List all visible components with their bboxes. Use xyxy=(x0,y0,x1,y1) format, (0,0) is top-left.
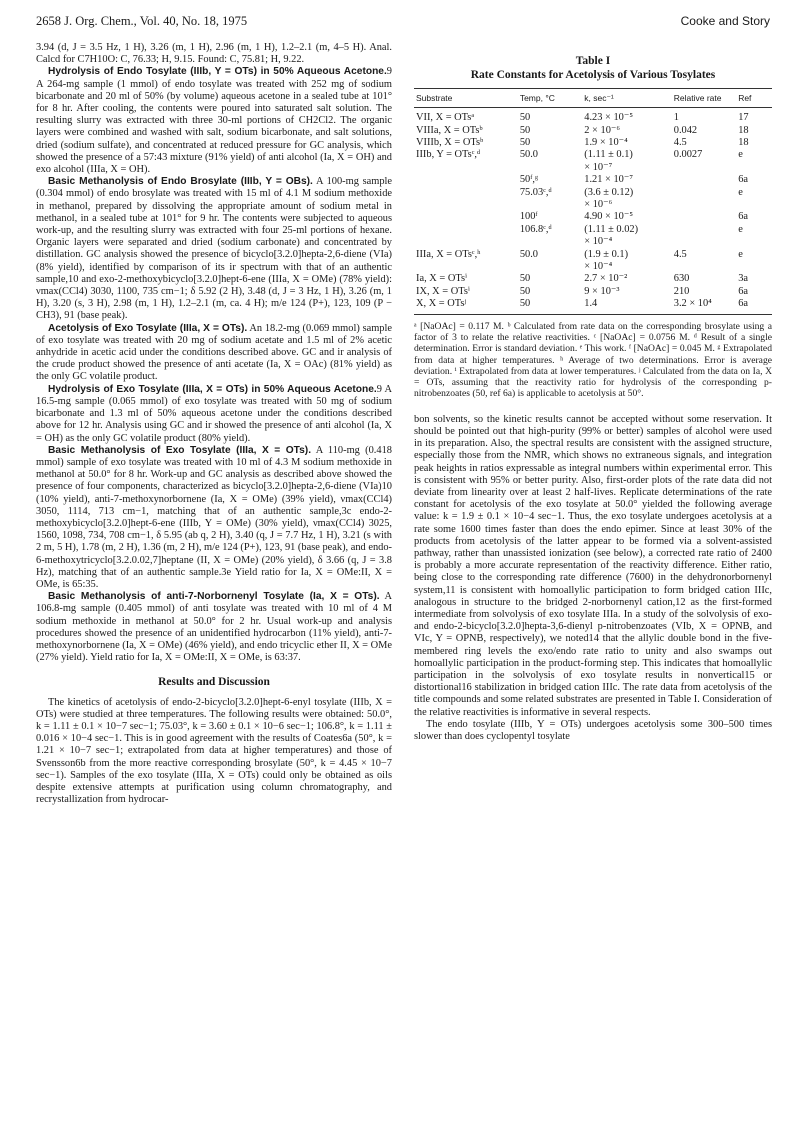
table-cell: 4.5 xyxy=(673,248,687,260)
table-cell: 9 × 10⁻³ xyxy=(584,285,620,297)
paragraph xyxy=(36,323,392,384)
table-cell: IIIb, Y = OTsᶜ,ᵈ xyxy=(416,149,481,161)
table-cell: 6a xyxy=(738,174,748,186)
table-cell: 50 xyxy=(519,285,531,297)
table-row xyxy=(414,273,772,285)
section-heading: Results and Discussion xyxy=(158,676,270,689)
table-row xyxy=(414,108,772,125)
table-cell: e xyxy=(738,248,743,260)
table-cell: 17 xyxy=(738,112,749,124)
table-row xyxy=(414,261,772,273)
table-cell xyxy=(736,199,772,211)
table-row xyxy=(414,137,772,149)
table-row xyxy=(414,211,772,223)
table-cell: VIIIa, X = OTsᵇ xyxy=(416,124,483,136)
table-cell: 50 xyxy=(519,137,531,149)
table-cell: 2.7 × 10⁻² xyxy=(584,273,628,285)
table-cell xyxy=(736,236,772,248)
table-cell: 1.4 xyxy=(582,298,672,314)
table-cell xyxy=(414,162,518,174)
table-cell: 100ᶠ xyxy=(519,211,538,223)
paragraph xyxy=(36,176,392,322)
table-cell: × 10⁻⁴ xyxy=(584,261,613,273)
table-cell: 4.5 xyxy=(673,137,687,149)
paragraph: 3.94 (d, J = 3.5 Hz, 1 H), 3.26 (m, 1 H), 2.96 (m, 1 H), 1.2–2.1 (m, 4–5 H). Anal. Calcd for C7H10O: C, 76.33; H, 9.15. Found: C, 75.81; H, 9.22. xyxy=(36,42,392,66)
table-cell: 1.21 × 10⁻⁷ xyxy=(584,174,633,186)
paragraph-text: 9 A 16.5-mg sample (0.065 mmol) of exo tosylate was treated with 50 mg of sodium bicarbonate and 1.3 ml of 50% aqueous acetone under the conditions described above for 12 hr. Analysis using GC and ir showed the presence of anti alcohol (Ia, X = OH) as the only GC volatile product (80% yield). xyxy=(36,383,392,444)
table-cell xyxy=(414,236,518,248)
table-cell: e xyxy=(738,149,743,161)
table-cell: 6a xyxy=(738,285,748,297)
table-cell: (1.11 ± 0.02) xyxy=(584,223,639,235)
table-cell xyxy=(672,187,736,199)
table-cell: 50 xyxy=(519,112,531,124)
col-header-ref: Ref xyxy=(736,89,772,108)
table-cell xyxy=(672,199,736,211)
paragraph-text: A 106.8-mg sample (0.405 mmol) of anti tosylate was treated with 10 ml of 4 M sodium methoxide in methanol at 50.0° for 2 hr. Usual work-up and analysis procedures showed the presence of an unidentified hydrocarbon (11% yield), anti-7-methoxynorbornene (Ia, X = OMe) (46% yield), and endo tricyclic ether II, X = OMe (27% yield). Yield ratio for Ia, X = OMe:II, X = OMe, is 63:37. xyxy=(36,591,392,664)
table-cell xyxy=(518,199,582,211)
table-row xyxy=(414,199,772,211)
paragraph: The kinetics of acetolysis of endo-2-bicyclo[3.2.0]hept-6-enyl tosylate (IIIb, X = OTs) were studied at three temperatures. The following results were obtained: 50.0°, k = 1.11 ± 0.1 × 10−7 sec−1; 75.03°, k = 3.60 ± 0.1 × 10−6 sec−1; 106.8°, k = 1.11 ± 0.016 × 10−4 sec−1. This is in good agreement with the results of Coates6a (50°, k = 1.21 × 10−7 sec−1; extrapolated from data at higher temperatures) and those of Svensson6b from the more reactive corresponding brosylate (50°, k = 4.45 × 10−7 sec−1). Samples of the exo tosylate (IIIa, X = OTs) could only be obtained as oils despite extensive attempts at purification using column chromatography, and recrystallization from hydrocar- xyxy=(36,696,392,806)
table-cell: 106.8ᶜ,ᵈ xyxy=(519,223,552,235)
table-cell: 4.23 × 10⁻⁵ xyxy=(584,112,633,124)
running-authors: Cooke and Story xyxy=(680,14,770,28)
col-header-relative-rate: Relative rate xyxy=(672,89,736,108)
paragraph-heading: Hydrolysis of Endo Tosylate (IIIb, Y = OTs) in 50% Aqueous Acetone. xyxy=(48,66,387,78)
table-cell: e xyxy=(738,223,743,235)
table-cell: 210 xyxy=(673,285,690,297)
table-cell: 50.0 xyxy=(519,248,538,260)
table-row xyxy=(414,187,772,199)
table-cell: 50ᶠ,ᵍ xyxy=(519,174,539,186)
table-cell: X, X = OTsʲ xyxy=(414,298,518,314)
paragraph: The endo tosylate (IIIb, Y = OTs) undergoes acetolysis some 300–500 times slower than does cyclopentyl tosylate xyxy=(414,718,772,743)
table-cell: × 10⁻⁷ xyxy=(584,161,613,173)
table-cell xyxy=(414,261,518,273)
table-cell xyxy=(518,236,582,248)
col-header-k: k, sec⁻¹ xyxy=(582,89,672,108)
table-cell xyxy=(414,187,518,199)
table-cell xyxy=(736,162,772,174)
table-cell xyxy=(672,162,736,174)
col-header-temp: Temp, °C xyxy=(518,89,582,108)
table-row xyxy=(414,162,772,174)
table-cell: 50.0 xyxy=(519,149,538,161)
table-cell xyxy=(518,261,582,273)
table-cell: (1.11 ± 0.1) xyxy=(584,149,633,161)
table-cell: 6a xyxy=(736,298,772,314)
table-row xyxy=(414,298,772,314)
table-cell: VIIIb, X = OTsᵇ xyxy=(416,137,484,149)
table-row xyxy=(414,125,772,137)
right-column xyxy=(414,42,772,743)
table-cell: × 10⁻⁶ xyxy=(584,199,613,211)
table-cell: 3a xyxy=(738,273,748,285)
table-cell: 3.2 × 10⁴ xyxy=(672,298,736,314)
table-cell xyxy=(672,236,736,248)
page-number-journal: 2658 J. Org. Chem., Vol. 40, No. 18, 1975 xyxy=(36,14,248,28)
table-cell: 6a xyxy=(738,211,748,223)
table-footnotes: ᵃ [NaOAc] = 0.117 M. ᵇ Calculated from rate data on the corresponding brosylate using a factor of 3 to relate the relative reactivities. ᶜ [NaOAc] = 0.0756 M. ᵈ Result of a single determination. Error is standard deviation. ᵉ This work. ᶠ [NaOAc] = 0.045 M. ᵍ Extrapolated from data at higher temperatures. ʰ Average of two determinations. Error is average deviation. ⁱ Extrapolated from data at lower temperatures. ʲ Calculated from the data on Ia, X = OTs, assuming that the reactivity ratio for hydrolysis of the corresponding p-nitrobenzoates (50, ref 6a) is applicable to acetolysis at 50°. xyxy=(414,320,772,400)
table-cell xyxy=(414,224,518,236)
left-column xyxy=(36,42,392,806)
paragraph xyxy=(36,591,392,664)
table-caption: Rate Constants for Acetolysis of Various Tosylates xyxy=(470,69,716,81)
table-cell: IX, X = OTsⁱ xyxy=(416,285,470,297)
paragraph-text: A 100-mg sample (0.304 mmol) of endo brosylate was treated with 15 ml of 4.1 M sodium methoxide in methanol, prepared by dissolving the appropriate amount of sodium metal in methanol, in a sealed tube at 101° for 9 hr. The contents were subjected to aqueous work-up, and the resulting slurry was extracted with four 25-ml portions of hexane. Organic layers were separated and dried (sodium carbonate) and concentrated by distillation. GC analysis showed the presence of bicyclo[3.2.0]hepta-2,6-diene (VIa) (8% yield), identified by comparison of its ir spectrum with that of an authentic sample,10 and exo-2-methoxybicyclo[3.2.0]hept-6-ene (IIIa, X = OMe) (78% yield): νmax(CCl4) 3030, 1100, 735 cm−1; δ 5.92 (2 H), 3.48 (d, J = 3 Hz, 1 H), 3.26 (m, 1 H), 3.20 (s, 3 H), 2.98 (m, 1 H), 1.2–2.1 (m, ca. 4 H); m/e 124 (P+), 123, 109 (P − CH3), 91 (base peak). xyxy=(36,176,393,322)
table-cell: 18 xyxy=(738,124,749,136)
paragraph xyxy=(36,66,392,176)
table-cell: 0.0027 xyxy=(673,149,703,161)
table-cell: 18 xyxy=(738,137,749,149)
table-cell: 1.9 × 10⁻⁴ xyxy=(584,137,628,149)
table-cell xyxy=(736,261,772,273)
paragraph-text: An 18.2-mg (0.069 mmol) sample of exo tosylate was treated with 20 mg of sodium acetate and 1.5 ml of 2% acetic anhydride in acetic acid under the conditions described above. GC and ir analysis of the crude product showed the presence of anti acetate (Ia, X = OAc) (81% yield) as the only GC volatile product. xyxy=(36,322,393,383)
table-cell: VII, X = OTsᵃ xyxy=(416,112,475,124)
table-cell xyxy=(672,174,736,186)
table-row xyxy=(414,224,772,236)
paragraph-text: 9 A 264-mg sample (1 mmol) of endo tosylate was treated with 252 mg of sodium bicarbonate and 20 ml of 50% (by volume) aqueous acetone in a sealed tube at 101° for 8 hr. After cooling, the contents were poured into saturated salt solution. The resulting slurry was extracted with three 30-ml portions of CH2Cl2. The organic layers were combined and washed with salt, sodium bicarbonate, and salt solutions, dried (sodium sulfate), and concentrated at reduced pressure for GC analysis, which showed the presence of a 57:43 mixture (91% yield) of anti alcohol (Ia, X = OH) and exo alcohol (IIIa, X = OH). xyxy=(36,66,392,176)
table-cell: 2 × 10⁻⁶ xyxy=(584,124,620,136)
paragraph-text: A 110-mg (0.418 mmol) sample of exo tosylate was treated with 10 ml of 4.3 M sodium methoxide in methanol at 50.0° for 8 hr. Work-up and GC analysis as described above showed the presence of four components, characterized as bicyclo[3.2.0]hepta-2,6-diene (VIa)10 (10% yield), anti-7-methoxynorbornene (Ia, X = OMe) (39% yield), νmax(CCl4) 3050, 1114, 713 cm−1, matching that of an authentic sample,3c endo-2-methoxybicyclo[3.2.0]hept-6-ene (IIIb, Y = OMe) (30% yield), νmax(CCl4) 3025, 1560, 1098, 734, 708 cm−1, δ 5.95 (ab q, 2 H), 3.40 (q, J = 7.7 Hz, 1 H), 3.21 (s with 2 m, 5 H), 1.78 (m, 2 H), 1.36 (m, 2 H), m/e 124 (P+), 123, 91 (base peak), and endo-6-methoxytricyclo[3.2.0.02,7]heptane (II, X = OMe) (20% yield), δ 3.66 (q, J = 3.8 Hz), matching that of an authentic sample.3e Yield ratio for Ia, X = OMe:II, X = OMe, is 65:35. xyxy=(36,444,392,590)
table-cell xyxy=(672,211,736,223)
table-cell: IIIa, X = OTsᶜ,ʰ xyxy=(416,248,481,260)
paragraph xyxy=(36,445,392,591)
paragraph xyxy=(36,384,392,445)
table-cell xyxy=(414,211,518,223)
col-header-substrate: Substrate xyxy=(414,89,518,108)
table-row xyxy=(414,286,772,298)
table-cell xyxy=(518,162,582,174)
paragraph-heading: Basic Methanolysis of anti-7-Norbornenyl Tosylate (Ia, X = OTs). xyxy=(48,591,380,603)
table-cell: (1.9 ± 0.1) xyxy=(584,248,629,260)
table-cell: (3.6 ± 0.12) xyxy=(584,186,634,198)
table-row xyxy=(414,149,772,161)
table-cell xyxy=(672,224,736,236)
table-row xyxy=(414,174,772,186)
paragraph-heading: Basic Methanolysis of Endo Brosylate (IIIb, Y = OBs). xyxy=(48,176,313,188)
paragraph-heading: Hydrolysis of Exo Tosylate (IIIa, X = OTs) in 50% Aqueous Acetone. xyxy=(48,383,377,395)
table-cell: 50 xyxy=(519,273,531,285)
table-cell: 50 xyxy=(519,124,531,136)
table-cell: 4.90 × 10⁻⁵ xyxy=(584,211,633,223)
table-cell xyxy=(414,174,518,186)
paragraph-heading: Acetolysis of Exo Tosylate (IIIa, X = OTs). xyxy=(48,322,248,334)
table-cell: 630 xyxy=(673,273,690,285)
table-cell: × 10⁻⁴ xyxy=(584,236,613,248)
table-cell: 1 xyxy=(673,112,679,124)
table-row xyxy=(414,236,772,248)
page-header xyxy=(36,14,770,30)
table-cell: e xyxy=(738,186,743,198)
table-row xyxy=(414,249,772,261)
paragraph-heading: Basic Methanolysis of Exo Tosylate (IIIa, X = OTs). xyxy=(48,444,312,456)
paragraph: bon solvents, so the kinetic results cannot be accepted without some reservation. It should be pointed out that high-purity (99% or better) samples of alcohol were used in its preparation. Also, the spectral results are consistent with the assigned structure, especially those from the NMR, which shows no extraneous signals, and integration peak heights in ratios expressable as integral numbers within experimental error. This is consistent with 95% or better purity. Also, first-order plots of the rate data did not deviate from linearity over at least 2 half-lives. Replicate determinations of the rate constant for acetolysis of the exo tosylate at 50.0° yielded the following average value: k = 1.9 ± 0.1 × 10−4 sec−1. Thus, the exo tosylate undergoes acetolysis at a rate some 1600 times faster than does the endo epimer. Since at least 30% of the products from acetolysis of the latter appear to be formed via a solvent-assisted pathway, rather than unassisted ionization (see below), a corrected rate ratio of 2400 is probably a more accurate representation of the reactivity difference. Either ratio, being close to the corresponding rate difference (7600) in the dehydronorbornenyl system,11 is consistent with homoallylic participation to form bridged cation IIIc, analogous in structure to the bridged 2-norbornenyl cation,12 as the first-formed intermediate from solvolysis of exo tosylate IIIa. In a study of the solvolysis of exo- and endo-2-bicyclo[3.2.0]hepta-3,6-dienyl p-nitrobenzoates (VIb, X = OPNB, and VIc, Y = OPNB, respectively), we noted14 that the allylic double bond in the five-membered ring levels the exo/endo rate ratio to unity and also swamps out homoallylic participation in the product-forming step. This indicates that homoallylic participation in the solvolysis of exo tosylate results in nonvertical15 or distortional16 stabilization in bridged cation IIIc. The rate data from acetolysis of the title compounds and some related substrates are presented in Table I. Consideration of the relative reactivities is informative in several respects. xyxy=(414,413,772,718)
table-cell: 0.042 xyxy=(673,124,698,136)
table-cell xyxy=(414,199,518,211)
table-cell xyxy=(672,261,736,273)
table-title: Table I xyxy=(575,55,611,67)
table-cell: 50 xyxy=(518,298,582,314)
rate-constants-table xyxy=(414,88,772,315)
table-cell: Ia, X = OTsⁱ xyxy=(416,273,468,285)
table-cell: 75.03ᶜ,ᵈ xyxy=(519,186,552,198)
